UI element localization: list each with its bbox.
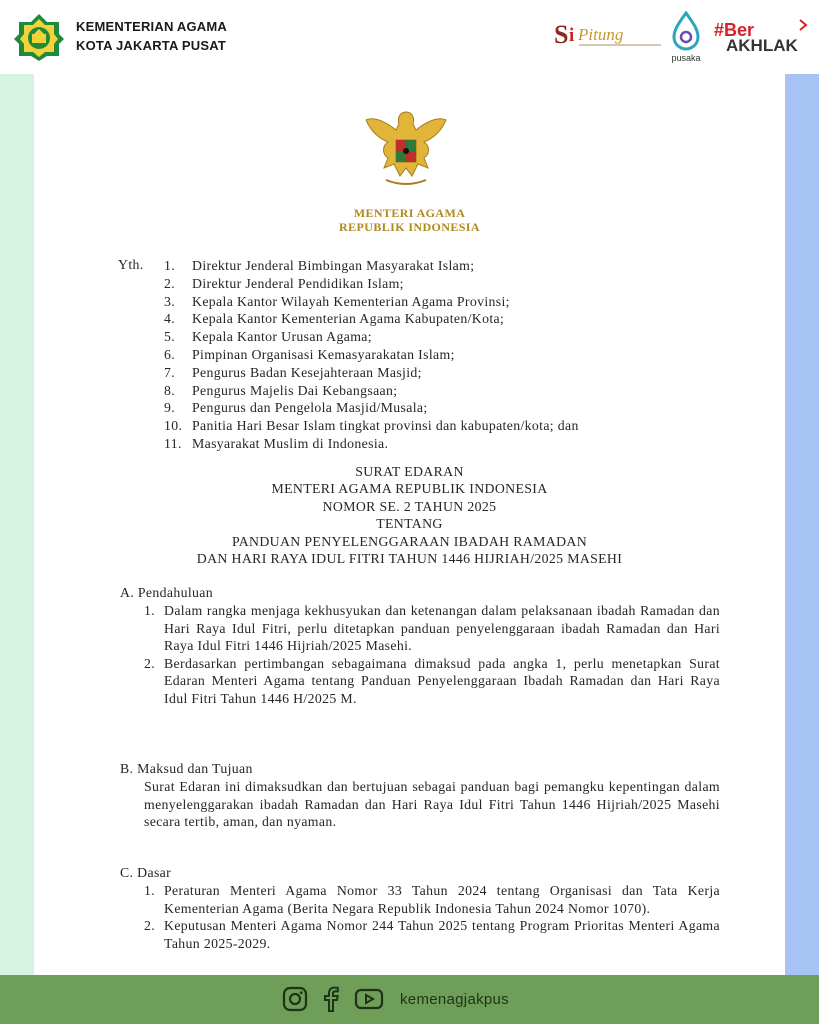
addressee-label: Yth. xyxy=(118,257,144,272)
youtube-icon[interactable] xyxy=(354,987,384,1011)
addressee-item xyxy=(164,399,579,417)
page-header xyxy=(0,0,819,74)
title-line: NOMOR SE. 2 TAHUN 2025 xyxy=(322,498,497,514)
right-accent-panel xyxy=(785,74,819,975)
list-item xyxy=(120,655,720,708)
social-handle[interactable]: kemenagjakpus xyxy=(400,990,509,1008)
title-line: MENTERI AGAMA REPUBLIK INDONESIA xyxy=(271,481,548,497)
title-line: PANDUAN PENYELENGGARAAN IBADAH RAMADAN xyxy=(231,533,588,549)
list-item-number: 1. xyxy=(144,603,156,618)
addressee-text: Kepala Kantor Urusan Agama; xyxy=(192,329,372,345)
social-links xyxy=(282,983,509,1015)
title-line: SURAT EDARAN xyxy=(355,464,464,479)
addressee-list xyxy=(164,257,579,453)
addressee-number: 5. xyxy=(164,329,176,345)
list-item-number: 1. xyxy=(144,883,156,898)
facebook-icon[interactable] xyxy=(318,985,344,1013)
section-c-heading: C. Dasar xyxy=(120,865,172,880)
section-a-list xyxy=(120,602,720,707)
emblem-title-line-2: REPUBLIK INDONESIA xyxy=(339,220,480,234)
addressee-text: Masyarakat Muslim di Indonesia. xyxy=(192,435,389,451)
document-page xyxy=(34,74,785,975)
addressee-number: 4. xyxy=(164,311,176,327)
addressee-text: Kepala Kantor Kementerian Agama Kabupaten/Kota; xyxy=(192,311,505,327)
addressee-text: Pengurus Badan Kesejahteraan Masjid; xyxy=(192,364,422,380)
addressee-item xyxy=(164,346,579,364)
svg-text:i: i xyxy=(569,25,575,46)
garuda-emblem-icon xyxy=(360,102,452,194)
pusaka-label: pusaka xyxy=(671,53,701,63)
addressee-item xyxy=(164,435,579,453)
circular-title xyxy=(34,463,785,567)
addressee-number: 8. xyxy=(164,382,176,398)
org-name xyxy=(76,17,227,55)
addressee-item xyxy=(164,328,579,346)
berakhlak-akhlak: AKHLAK xyxy=(726,36,798,54)
left-accent-panel xyxy=(0,74,34,975)
list-item-number: 2. xyxy=(144,655,156,671)
berakhlak-ber: #Ber xyxy=(714,20,755,40)
org-line-2: KOTA JAKARTA PUSAT xyxy=(76,38,226,53)
emblem-title-line-1: MENTERI AGAMA xyxy=(353,206,466,220)
addressee-item xyxy=(164,417,579,435)
addressee-number: 1. xyxy=(164,258,176,273)
addressee-text: Pengurus dan Pengelola Masjid/Musala; xyxy=(192,400,428,416)
section-b-text: Surat Edaran ini dimaksudkan dan bertujuan sebagai panduan bagi pemangku kepentingan dalam menyelenggarakan ibadah Ramadan dan Hari Raya Idul Fitri Tahun 1446 Hijriah/2025 Masehi secara tertib, aman, dan nyaman. xyxy=(144,779,720,829)
list-item xyxy=(120,602,720,655)
section-introduction xyxy=(120,584,720,707)
title-line: TENTANG xyxy=(376,516,443,532)
svg-text:S: S xyxy=(554,20,569,49)
addressee-number: 10. xyxy=(164,418,183,434)
addressee-item xyxy=(164,310,579,328)
instagram-icon[interactable] xyxy=(282,986,308,1012)
section-purpose xyxy=(120,760,720,831)
section-a-heading: A. Pendahuluan xyxy=(120,585,214,600)
org-line-1: KEMENTERIAN AGAMA xyxy=(76,19,227,34)
list-item-text: Dalam rangka menjaga kekhusyukan dan ketenangan dalam pelaksanaan ibadah Ramadan dan Hari Raya Idul Fitri, perlu ditetapkan panduan penyelenggaraan ibadah Ramadan dan Hari Raya Idul Fitri 1446 Hijriah/2025 Masehi. xyxy=(164,603,720,653)
section-basis xyxy=(120,864,720,952)
addressee-text: Panitia Hari Besar Islam tingkat provinsi dan kabupaten/kota; dan xyxy=(192,418,579,434)
addressee-text: Kepala Kantor Wilayah Kementerian Agama Provinsi; xyxy=(192,293,510,309)
addressee-text: Direktur Jenderal Bimbingan Masyarakat Islam; xyxy=(192,258,475,273)
addressee-text: Pengurus Majelis Dai Kebangsaan; xyxy=(192,382,398,398)
addressee-number: 2. xyxy=(164,275,176,291)
addressee-item xyxy=(164,293,579,311)
list-item xyxy=(120,882,720,917)
list-item xyxy=(120,917,720,952)
title-line: DAN HARI RAYA IDUL FITRI TAHUN 1446 HIJRIAH/2025 MASEHI xyxy=(196,551,623,567)
addressee-item xyxy=(164,382,579,400)
section-b-heading: B. Maksud dan Tujuan xyxy=(120,761,253,776)
list-item-text: Keputusan Menteri Agama Nomor 244 Tahun 2025 tentang Program Prioritas Menteri Agama Tahun 2025-2029. xyxy=(164,918,720,951)
list-item-number: 2. xyxy=(144,918,156,933)
list-item-text: Berdasarkan pertimbangan sebagaimana dimaksud pada angka 1, perlu menetapkan Surat Edaran Menteri Agama tentang Panduan Penyelenggaraan Ibadah Ramadan dan Hari Raya Idul Fitri Tahun 1446 H/2025 M. xyxy=(164,655,720,706)
addressee-item xyxy=(164,257,579,275)
situng-logo xyxy=(553,18,665,52)
section-c-list xyxy=(120,882,720,952)
addressee-number: 9. xyxy=(164,400,176,416)
addressee-number: 11. xyxy=(164,435,182,451)
list-item-text: Peraturan Menteri Agama Nomor 33 Tahun 2024 tentang Organisasi dan Tata Kerja Kementerian Agama (Berita Negara Republik Indonesia Tahun 2024 Nomor 1070). xyxy=(164,883,720,916)
addressee-item xyxy=(164,364,579,382)
kemenag-logo-icon xyxy=(12,12,66,62)
addressee-item xyxy=(164,275,579,293)
berakhlak-logo xyxy=(712,14,812,54)
addressee-text: Pimpinan Organisasi Kemasyarakatan Islam; xyxy=(192,346,455,362)
pusaka-logo xyxy=(667,10,705,64)
svg-text:Pitung: Pitung xyxy=(578,25,624,44)
addressee-number: 6. xyxy=(164,346,176,362)
addressee-number: 7. xyxy=(164,364,176,380)
addressee-text: Direktur Jenderal Pendidikan Islam; xyxy=(192,275,404,291)
addressee-number: 3. xyxy=(164,293,176,309)
